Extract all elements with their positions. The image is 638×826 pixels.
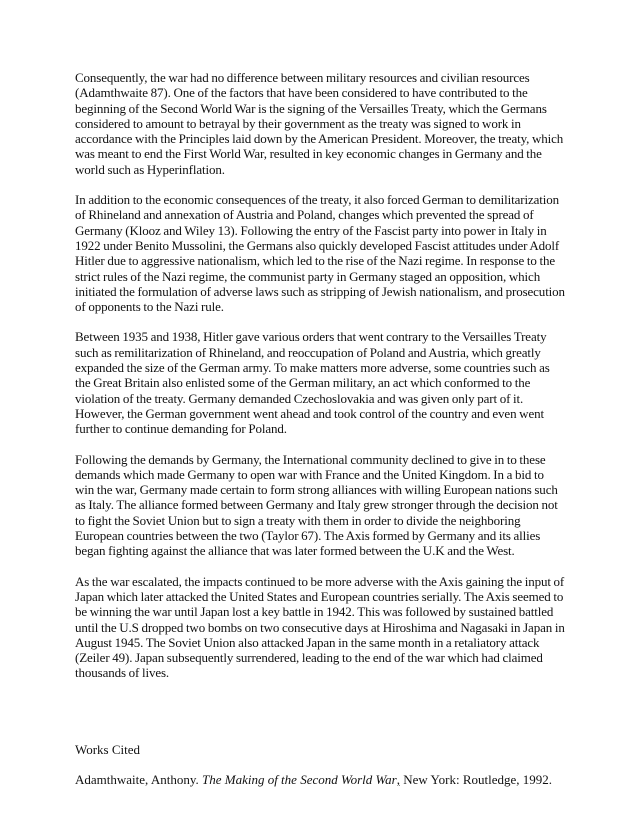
paragraph-2: In addition to the economic consequences of the treaty, it also forced German to demilitarization of Rhineland and annexation of Austria and Poland, changes which prevented the spread of Germany (Klooz and Wiley 13). Following the entry of the Fascist party into power in Italy in 1922 under Benito Mussolini, the Germans also quickly developed Fascist attitudes under Adolf Hitler due to aggressive nationalism, which led to the rise of the Nazi regime. In response to the strict rules of the Nazi regime, the communist party in Germany staged an opposition, which initiated the formulation of adverse laws such as stripping of Jewish nationalism, and prosecution of opponents to the Nazi rule. xyxy=(75,192,565,315)
citation-publisher: New York: Routledge, 1992. xyxy=(399,771,553,787)
paragraph-3: Between 1935 and 1938, Hitler gave various orders that went contrary to the Versailles Treaty such as remilitarization of Rhineland, and reoccupation of Poland and Austria, which greatly expanded the size of the German army. To make matters more adverse, some countries such as the Great Britain also enlisted some of the German military, an act which conformed to the violation of the treaty. Germany demanded Czechoslovakia and was given only part of it. However, the German government went ahead and took control of the country and even went further to continue demanding for Poland. xyxy=(75,329,550,437)
works-cited-heading: Works Cited xyxy=(75,741,141,757)
citation-entry xyxy=(75,772,565,787)
citation-title: The Making of the Second World War xyxy=(201,771,397,787)
paragraph-4: Following the demands by Germany, the International community declined to give in to these demands which made Germany to open war with France and the United Kingdom. In a bid to win the war, Germany made certain to form strong alliances with willing European nations such as Italy. The alliance formed between Germany and Italy grew stronger through the decision not to fight the Soviet Union but to sign a treaty with them in order to divide the neighboring European countries between the two (Taylor 67). The Axis formed by Germany and its allies began fighting against the alliance that was later formed between the U.K and the West. xyxy=(75,451,558,559)
document-page xyxy=(75,70,565,787)
section-spacer xyxy=(75,696,565,742)
paragraph-1: Consequently, the war had no difference between military resources and civilian resources (Adamthwaite 87). One of the factors that have been considered to have contributed to the beginning of the Second World War is the signing of the Versailles Treaty, which the Germans considered to amount to betrayal by their government as the treaty was signed to work in accordance with the Principles laid down by the American President. Moreover, the treaty, which was meant to end the First World War, resulted in key economic changes in Germany and the world such as Hyperinflation. xyxy=(75,70,564,177)
paragraph-5: As the war escalated, the impacts continued to be more adverse with the Axis gaining the input of Japan which later attacked the United States and European countries serially. The Axis seemed to be winning the war until Japan lost a key battle in 1942. This was followed by sustained battled until the U.S dropped two bombs on two consecutive days at Hiroshima and Nagasaki in Japan in August 1945. The Soviet Union also attacked Japan in the same month in a retaliatory attack (Zeiler 49). Japan subsequently surrendered, leading to the end of the war which had claimed thousands of lives. xyxy=(75,573,565,681)
citation-author: Adamthwaite, Anthony. xyxy=(75,771,202,787)
citation-underlined-comma: , xyxy=(396,771,400,787)
